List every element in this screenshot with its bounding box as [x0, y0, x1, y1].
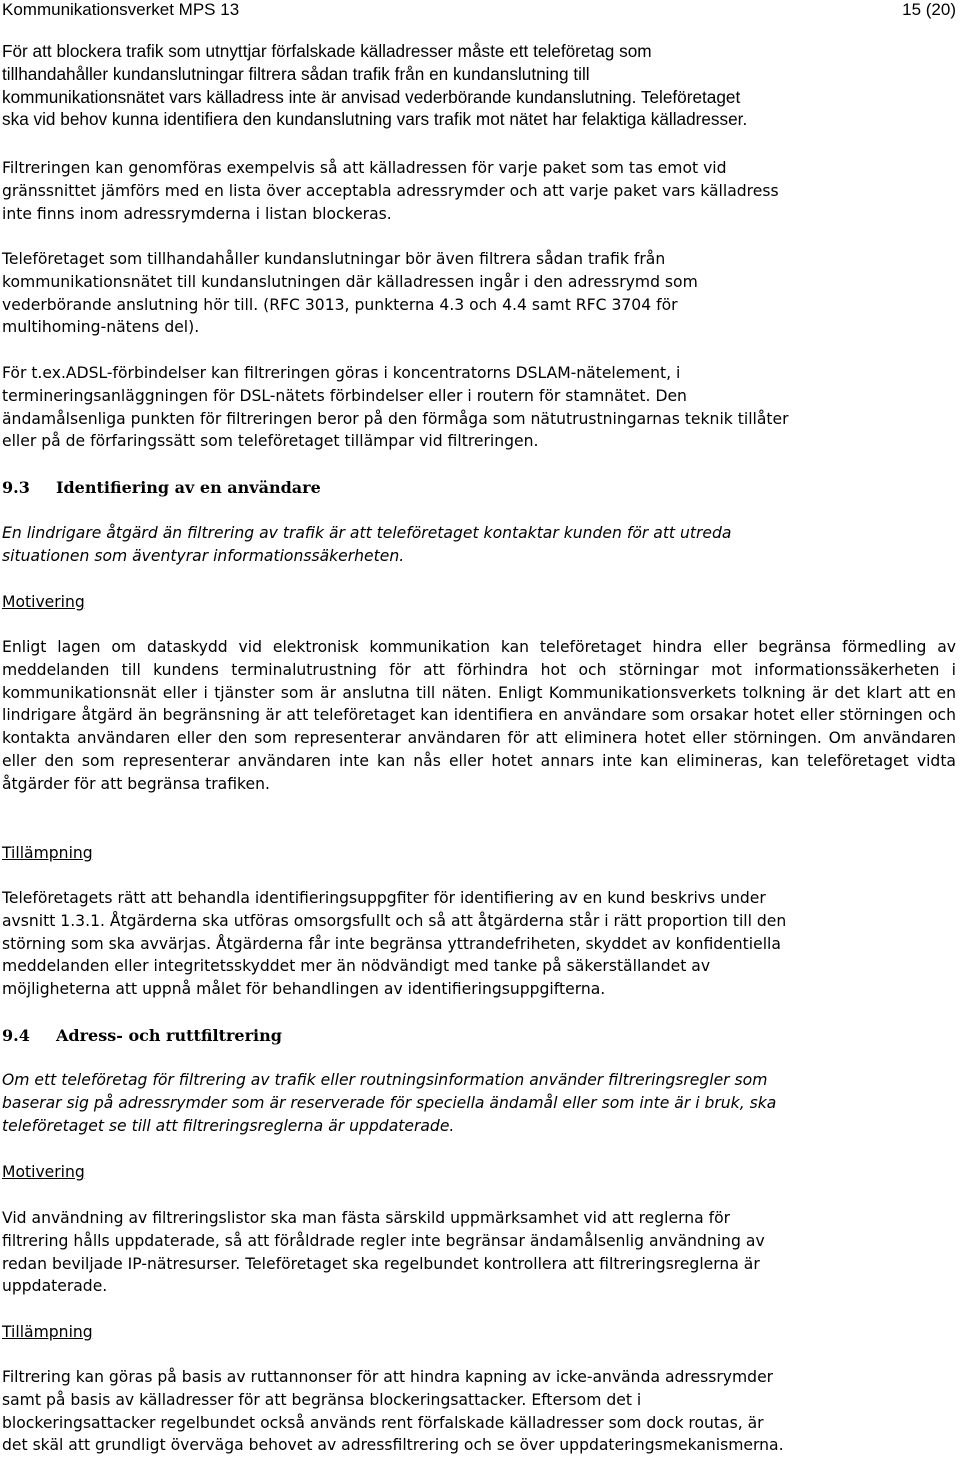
section-number: 9.4: [2, 1026, 30, 1045]
section-9-4-motivering: Vid användning av filtreringslistor ska man fästa särskild uppmärksamhet vid att reglerna för filtrering hålls uppdaterade, så att föråldrade regler inte begränsar ändamålsenlig användning av redan beviljade IP-nätresurser. Teleföretaget ska regelbundet kontrollera att filtreringsreglerna är uppdaterade.: [2, 1209, 765, 1296]
page-number: 15 (20): [902, 0, 956, 19]
page-header: [2, 0, 956, 20]
section-title: Identifiering av en användare: [56, 478, 321, 497]
section-9-4-lead: Om ett teleföretag för filtrering av trafik eller routningsinformation använder filtreringsregler som baserar sig på adressrymder som är reserverade för speciella ändamål eller som inte är i bruk, ska teleföretaget se till att filtreringsreglerna är uppdaterade.: [2, 1071, 777, 1135]
paragraph-filtering-method: Filtreringen kan genomföras exempelvis så att källadressen för varje paket som tas emot vid gränssnittet jämförs med en lista över acceptabla adressrymder och att varje paket vars källadress inte finns inom adressrymderna i listan blockeras.: [2, 159, 779, 223]
motivering-label: Motivering: [2, 1163, 85, 1181]
section-9-3-motivering: Enligt lagen om dataskydd vid elektronisk kommunikation kan teleföretaget hindra eller begränsa förmedling av meddelanden till kundens terminalutrustning för att förhindra hot och störningar mot informationssäkerheten i kommunikationsnät eller i tjänster som är anslutna till näten. Enligt Kommunikationsverkets tolkning är det klart att en lindrigare åtgärd än begränsning är att teleföretaget kan identifiera en användare som orsakar hotet eller störningen och kontakta användaren eller den som representerar användaren för att eliminera hotet eller störningen. Om användaren eller den som representerar användaren inte kan nås eller hotet annars inte kan elimineras, kan teleföretaget vidta åtgärder för att begränsa trafiken.: [2, 638, 956, 793]
tillampning-label: Tillämpning: [2, 1323, 93, 1341]
paragraph-reverse-filtering: Teleföretaget som tillhandahåller kundanslutningar bör även filtrera sådan trafik från kommunikationsnätet till kundanslutningen där källadressen ingår i den adressrymd som vederbörande anslutning hör till. (RFC 3013, punkterna 4.3 och 4.4 samt RFC 3704 för multihoming-nätens del).: [2, 250, 698, 337]
section-9-3-tillampning: Teleföretagets rätt att behandla identifieringsuppgfiter för identifiering av en kund beskrivs under avsnitt 1.3.1. Åtgärderna ska utföras omsorgsfullt och så att åtgärderna står i rätt proportion till den störning som ska avvärjas. Åtgärderna får inte begränsa yttrandefriheten, skyddet av konfidentiella meddelanden eller integritetsskyddet mer än nödvändigt med tanke på säkerställandet av möjligheterna att uppnå målet för behandlingen av identifieringsuppgifterna.: [2, 889, 787, 999]
section-heading-9-4: [2, 1025, 282, 1047]
paragraph-blocking-spoofed: För att blockera trafik som utnyttjar förfalskade källadresser måste ett teleföretag som tillhandahåller kundanslutningar filtrera sådan trafik från en kundanslutning till kommunikationsnätet vars källadress inte är anvisad vederbörande kundanslutning. Teleföretaget ska vid behov kunna identifiera den kundanslutning vars trafik mot nätet har felaktiga källadresser.: [2, 41, 748, 130]
section-title: Adress- och ruttfiltrering: [56, 1026, 282, 1045]
tillampning-label: Tillämpning: [2, 844, 93, 862]
document-title: Kommunikationsverket MPS 13: [2, 0, 240, 19]
paragraph-adsl-example: För t.ex.ADSL-förbindelser kan filtreringen göras i koncentratorns DSLAM-nätelement, i termineringsanläggningen för DSL-nätets förbindelser eller i routern för stamnätet. Den ändamålsenliga punkten för filtreringen beror på den förmåga som nätutrustningarnas teknik tillåter eller på de förfaringssätt som teleföretaget tillämpar vid filtreringen.: [2, 364, 789, 451]
motivering-label: Motivering: [2, 593, 85, 611]
section-9-3-lead: En lindrigare åtgärd än filtrering av trafik är att teleföretaget kontaktar kunden för att utreda situationen som äventyrar informationssäkerheten.: [2, 524, 732, 565]
section-heading-9-3: [2, 477, 321, 499]
section-number: 9.3: [2, 478, 30, 497]
section-9-4-tillampning: Filtrering kan göras på basis av ruttannonser för att hindra kapning av icke-använda adressrymder samt på basis av källadresser för att begränsa blockeringsattacker. Eftersom det i blockeringsattacker regelbundet också används rent förfalskade källadresser som dock routas, är det skäl att grundligt överväga behovet av adressfiltrering och se över uppdateringsmekanismerna.: [2, 1368, 784, 1455]
